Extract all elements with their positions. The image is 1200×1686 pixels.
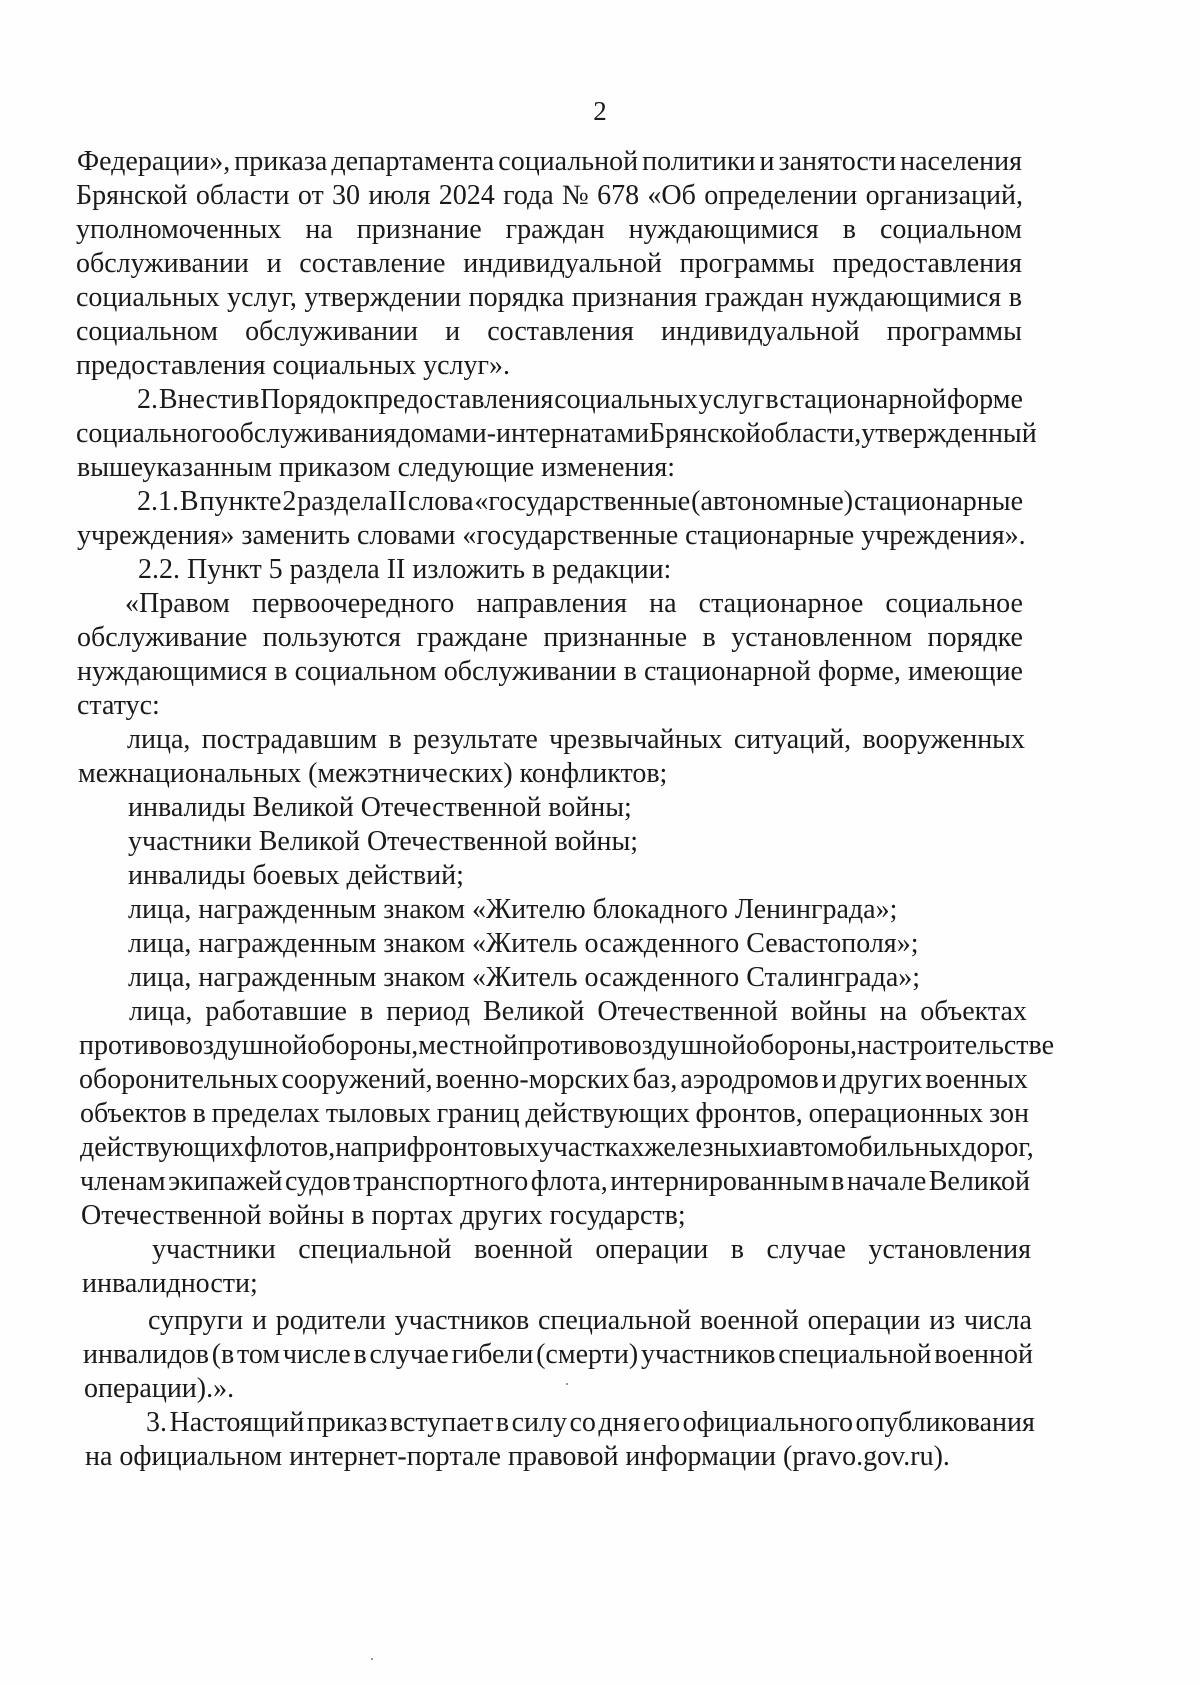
word: объектов: [80, 1098, 187, 1129]
word: (смерти): [536, 1339, 639, 1370]
word: Федерации»,: [77, 146, 231, 177]
word: оборонительных: [79, 1064, 279, 1095]
text-line: [79, 1063, 1028, 1097]
word: в: [274, 656, 288, 687]
text-line: предоставления социальных услуг».: [76, 350, 511, 381]
word: нуждающимися: [77, 656, 268, 687]
word: форме,: [817, 656, 901, 687]
word: социальном: [76, 316, 218, 347]
text-line: учреждения» заменить словами «государственные стационарные учреждения».: [77, 520, 1026, 551]
word: силу: [511, 1407, 567, 1438]
word: в: [388, 724, 402, 755]
word: противовоздушной: [79, 1030, 308, 1061]
word: 2.1.: [137, 486, 179, 517]
word: тыловых: [325, 1098, 431, 1129]
word: участников: [640, 1339, 776, 1370]
word: организаций,: [865, 180, 1023, 211]
word: политики: [642, 146, 756, 177]
word: родители: [275, 1305, 386, 1336]
word: утверждении: [304, 282, 462, 313]
word: в: [842, 214, 856, 245]
word: занятости: [778, 146, 897, 177]
word: судов: [284, 1166, 351, 1197]
word: военных: [925, 1064, 1028, 1095]
word: социальном: [879, 214, 1022, 245]
word: пострадавшим: [201, 724, 378, 755]
word: обслуживания: [225, 418, 397, 449]
word: стационарные: [853, 486, 1023, 517]
word: индивидуальной: [463, 248, 662, 279]
word: период: [386, 996, 471, 1027]
word: флота,: [530, 1166, 608, 1197]
word: направления: [476, 588, 627, 619]
word: на: [335, 1132, 363, 1163]
text-line: лица, награжденным знаком «Жителю блокадного Ленинграда»;: [128, 894, 898, 925]
text-line: [77, 621, 1023, 655]
word: и: [445, 316, 461, 347]
word: числа: [964, 1305, 1032, 1336]
word: обслуживании: [76, 248, 249, 279]
word: в: [831, 1166, 845, 1197]
word: признания: [571, 282, 698, 313]
text-line: вышеуказанным приказом следующие изменения:: [77, 452, 676, 483]
word: баз,: [632, 1064, 678, 1095]
word: на: [649, 588, 677, 619]
text-line: статус:: [77, 690, 160, 721]
word: аэродромов: [680, 1064, 819, 1095]
word: Брянской: [649, 418, 761, 449]
text-line: межнациональных (межэтнических) конфликтов;: [78, 758, 668, 789]
word: Настоящий: [169, 1407, 305, 1438]
word: нуждающимися: [811, 282, 1002, 313]
text-line: [146, 1406, 1035, 1440]
word: приказ: [306, 1407, 388, 1438]
word: операции: [807, 1305, 921, 1336]
word: 2: [282, 486, 297, 517]
word: установления: [868, 1234, 1031, 1265]
word: Великой: [928, 1166, 1030, 1197]
word: 2024: [438, 180, 495, 211]
text-line: [127, 723, 1025, 757]
word: других: [839, 1064, 923, 1095]
word: имеющие: [907, 656, 1023, 687]
text-line: 2.2. Пункт 5 раздела II изложить в редакции:: [138, 554, 672, 585]
text-line: [125, 587, 1023, 621]
word: области,: [760, 418, 862, 449]
word: раздела: [297, 486, 388, 517]
word: в: [623, 656, 637, 687]
word: в: [359, 996, 374, 1027]
word: транспортного: [353, 1166, 529, 1197]
word: «Правом: [125, 588, 230, 619]
text-line: [79, 1029, 1055, 1063]
word: прифронтовых: [362, 1132, 540, 1163]
word: лица,: [129, 996, 193, 1027]
word: обороны,: [746, 1030, 858, 1061]
word: объектах: [920, 996, 1027, 1027]
word: «государственные: [474, 486, 691, 517]
word: в: [192, 1098, 206, 1129]
text-line: инвалидности;: [82, 1268, 258, 1299]
text-line: [76, 213, 1022, 247]
word: В: [179, 486, 199, 517]
word: из: [929, 1305, 956, 1336]
word: случае: [766, 1234, 846, 1265]
text-line: участники Великой Отечественной войны;: [128, 826, 639, 857]
word: социальном: [294, 656, 437, 687]
text-line: инвалиды боевых действий;: [128, 860, 464, 891]
word: железных: [644, 1132, 762, 1163]
word: операционных: [808, 1098, 984, 1129]
word: обслуживании: [443, 656, 617, 687]
scan-speck: [371, 1658, 373, 1660]
word: зон: [989, 1098, 1029, 1129]
word: и: [821, 1064, 837, 1095]
text-line: [76, 179, 1023, 213]
word: в: [1008, 282, 1022, 313]
word: №: [562, 180, 589, 211]
word: Порядок: [260, 384, 364, 415]
word: военно-морских: [435, 1064, 630, 1095]
word: составление: [299, 248, 446, 279]
text-line: [80, 1165, 1030, 1199]
word: супруги: [148, 1305, 244, 1336]
word: июля: [368, 180, 431, 211]
text-line: [76, 281, 1022, 315]
text-line: лица, награжденным знаком «Житель осажденного Севастополя»;: [128, 928, 919, 959]
scan-speck: [566, 1383, 568, 1385]
word: числе: [282, 1339, 351, 1370]
word: 3.: [146, 1407, 167, 1438]
word: порядка: [468, 282, 565, 313]
word: его: [642, 1407, 681, 1438]
word: интернированным: [610, 1166, 829, 1197]
word: департамента: [331, 146, 495, 177]
word: дня: [598, 1407, 641, 1438]
word: услуг,: [227, 282, 297, 313]
word: признанные: [543, 622, 688, 653]
word: в: [495, 1407, 510, 1438]
word: программы: [886, 316, 1022, 347]
word: вступает: [389, 1407, 494, 1438]
word: Внести: [158, 384, 246, 415]
word: в: [730, 1234, 744, 1265]
word: установленном: [731, 622, 913, 653]
word: форме: [947, 384, 1023, 415]
word: в: [353, 1339, 367, 1370]
word: утвержденный: [861, 418, 1037, 449]
text-line: [152, 1233, 1031, 1267]
word: военной: [934, 1339, 1033, 1370]
word: пользуются: [262, 622, 402, 653]
word: Брянской: [76, 180, 188, 211]
word: в: [246, 384, 260, 415]
word: участники: [152, 1234, 276, 1265]
word: и: [251, 1305, 267, 1336]
word: официального: [682, 1407, 853, 1438]
word: слова: [407, 486, 474, 517]
word: услуг: [698, 384, 765, 415]
word: «Об: [647, 180, 696, 211]
word: граждан: [704, 282, 804, 313]
text-line: [137, 383, 1023, 417]
word: Великой: [483, 996, 585, 1027]
word: опубликования: [855, 1407, 1035, 1438]
word: стационарное: [698, 588, 864, 619]
word: обороны,: [307, 1030, 419, 1061]
word: домами-интернатами: [396, 418, 650, 449]
word: стационарной: [779, 384, 947, 415]
word: ситуаций,: [733, 724, 852, 755]
text-line: на официальном интернет-портале правовой информации (pravo.gov.ru).: [85, 1441, 950, 1472]
word: участках: [539, 1132, 645, 1163]
word: в: [702, 622, 716, 653]
word: (в: [211, 1339, 235, 1370]
word: местной: [418, 1030, 518, 1061]
word: строительстве: [884, 1030, 1055, 1061]
text-line: [76, 417, 1037, 451]
word: специальной: [778, 1339, 932, 1370]
word: на: [857, 1030, 885, 1061]
word: и: [266, 248, 282, 279]
word: границ: [436, 1098, 520, 1129]
word: (автономные): [691, 486, 854, 517]
word: со: [569, 1407, 596, 1438]
word: программы: [679, 248, 815, 279]
word: чрезвычайных: [549, 724, 723, 755]
page-number: 2: [593, 96, 607, 126]
word: инвалидов: [83, 1339, 209, 1370]
word: на: [305, 214, 333, 245]
word: том: [237, 1339, 281, 1370]
word: военной: [700, 1305, 799, 1336]
word: года: [503, 180, 554, 211]
word: пределах: [211, 1098, 320, 1129]
word: работавшие: [205, 996, 347, 1027]
word: специальной: [537, 1305, 692, 1336]
word: населения: [900, 146, 1022, 177]
word: уполномоченных: [76, 214, 282, 245]
word: 30: [332, 180, 361, 211]
word: автомобильных: [776, 1132, 963, 1163]
text-line: [77, 655, 1023, 689]
word: войны: [790, 996, 867, 1027]
word: и: [759, 146, 775, 177]
word: предоставления: [363, 384, 554, 415]
word: граждане: [416, 622, 528, 653]
text-line: [76, 315, 1022, 349]
word: на: [879, 996, 908, 1027]
text-line: [137, 485, 1023, 519]
word: экипажей: [168, 1166, 283, 1197]
word: 678: [597, 180, 640, 211]
word: сооружений,: [281, 1064, 433, 1095]
word: военной: [474, 1234, 573, 1265]
word: граждан: [505, 214, 605, 245]
word: социального: [76, 418, 226, 449]
text-line: [77, 145, 1022, 179]
word: социальных: [76, 282, 220, 313]
word: Отечественной: [597, 996, 778, 1027]
word: социальной: [498, 146, 639, 177]
word: флотов,: [244, 1132, 336, 1163]
text-line: операции).».: [84, 1373, 235, 1404]
word: результате: [413, 724, 538, 755]
word: участников: [394, 1305, 530, 1336]
text-line: инвалиды Великой Отечественной войны;: [128, 792, 632, 823]
word: членам: [80, 1166, 166, 1197]
word: от: [297, 180, 324, 211]
text-line: Отечественной войны в портах других государств;: [81, 1200, 686, 1231]
word: составления: [487, 316, 634, 347]
word: операции: [595, 1234, 709, 1265]
word: действующих: [80, 1132, 245, 1163]
word: определении: [704, 180, 858, 211]
text-line: [83, 1338, 1033, 1372]
word: первоочередного: [252, 588, 455, 619]
word: действующих: [525, 1098, 690, 1129]
word: порядке: [927, 622, 1023, 653]
word: стационарной: [644, 656, 811, 687]
text-line: [80, 1131, 1034, 1165]
text-line: [80, 1097, 1029, 1131]
text-line: [76, 247, 1022, 281]
text-line: [148, 1304, 1032, 1338]
word: вооруженных: [862, 724, 1025, 755]
word: социальное: [885, 588, 1023, 619]
word: II: [388, 486, 407, 517]
word: лица,: [127, 724, 191, 755]
word: области: [195, 180, 290, 211]
word: 2.: [137, 384, 158, 415]
word: обслуживание: [77, 622, 248, 653]
word: дорог,: [962, 1132, 1034, 1163]
word: гибели: [451, 1339, 534, 1370]
word: фронтов,: [695, 1098, 803, 1129]
word: и: [761, 1132, 777, 1163]
word: начале: [846, 1166, 927, 1197]
text-line: [129, 995, 1027, 1029]
text-line: лица, награжденным знаком «Житель осажденного Сталинграда»;: [128, 962, 921, 993]
word: в: [765, 384, 779, 415]
word: приказа: [234, 146, 328, 177]
word: индивидуальной: [660, 316, 860, 347]
word: нуждающимися: [628, 214, 819, 245]
word: специальной: [298, 1234, 452, 1265]
word: обслуживании: [245, 316, 418, 347]
word: случае: [369, 1339, 449, 1370]
word: предоставления: [832, 248, 1022, 279]
word: противовоздушной: [517, 1030, 746, 1061]
word: признание: [356, 214, 482, 245]
word: социальных: [554, 384, 698, 415]
word: пункте: [199, 486, 282, 517]
